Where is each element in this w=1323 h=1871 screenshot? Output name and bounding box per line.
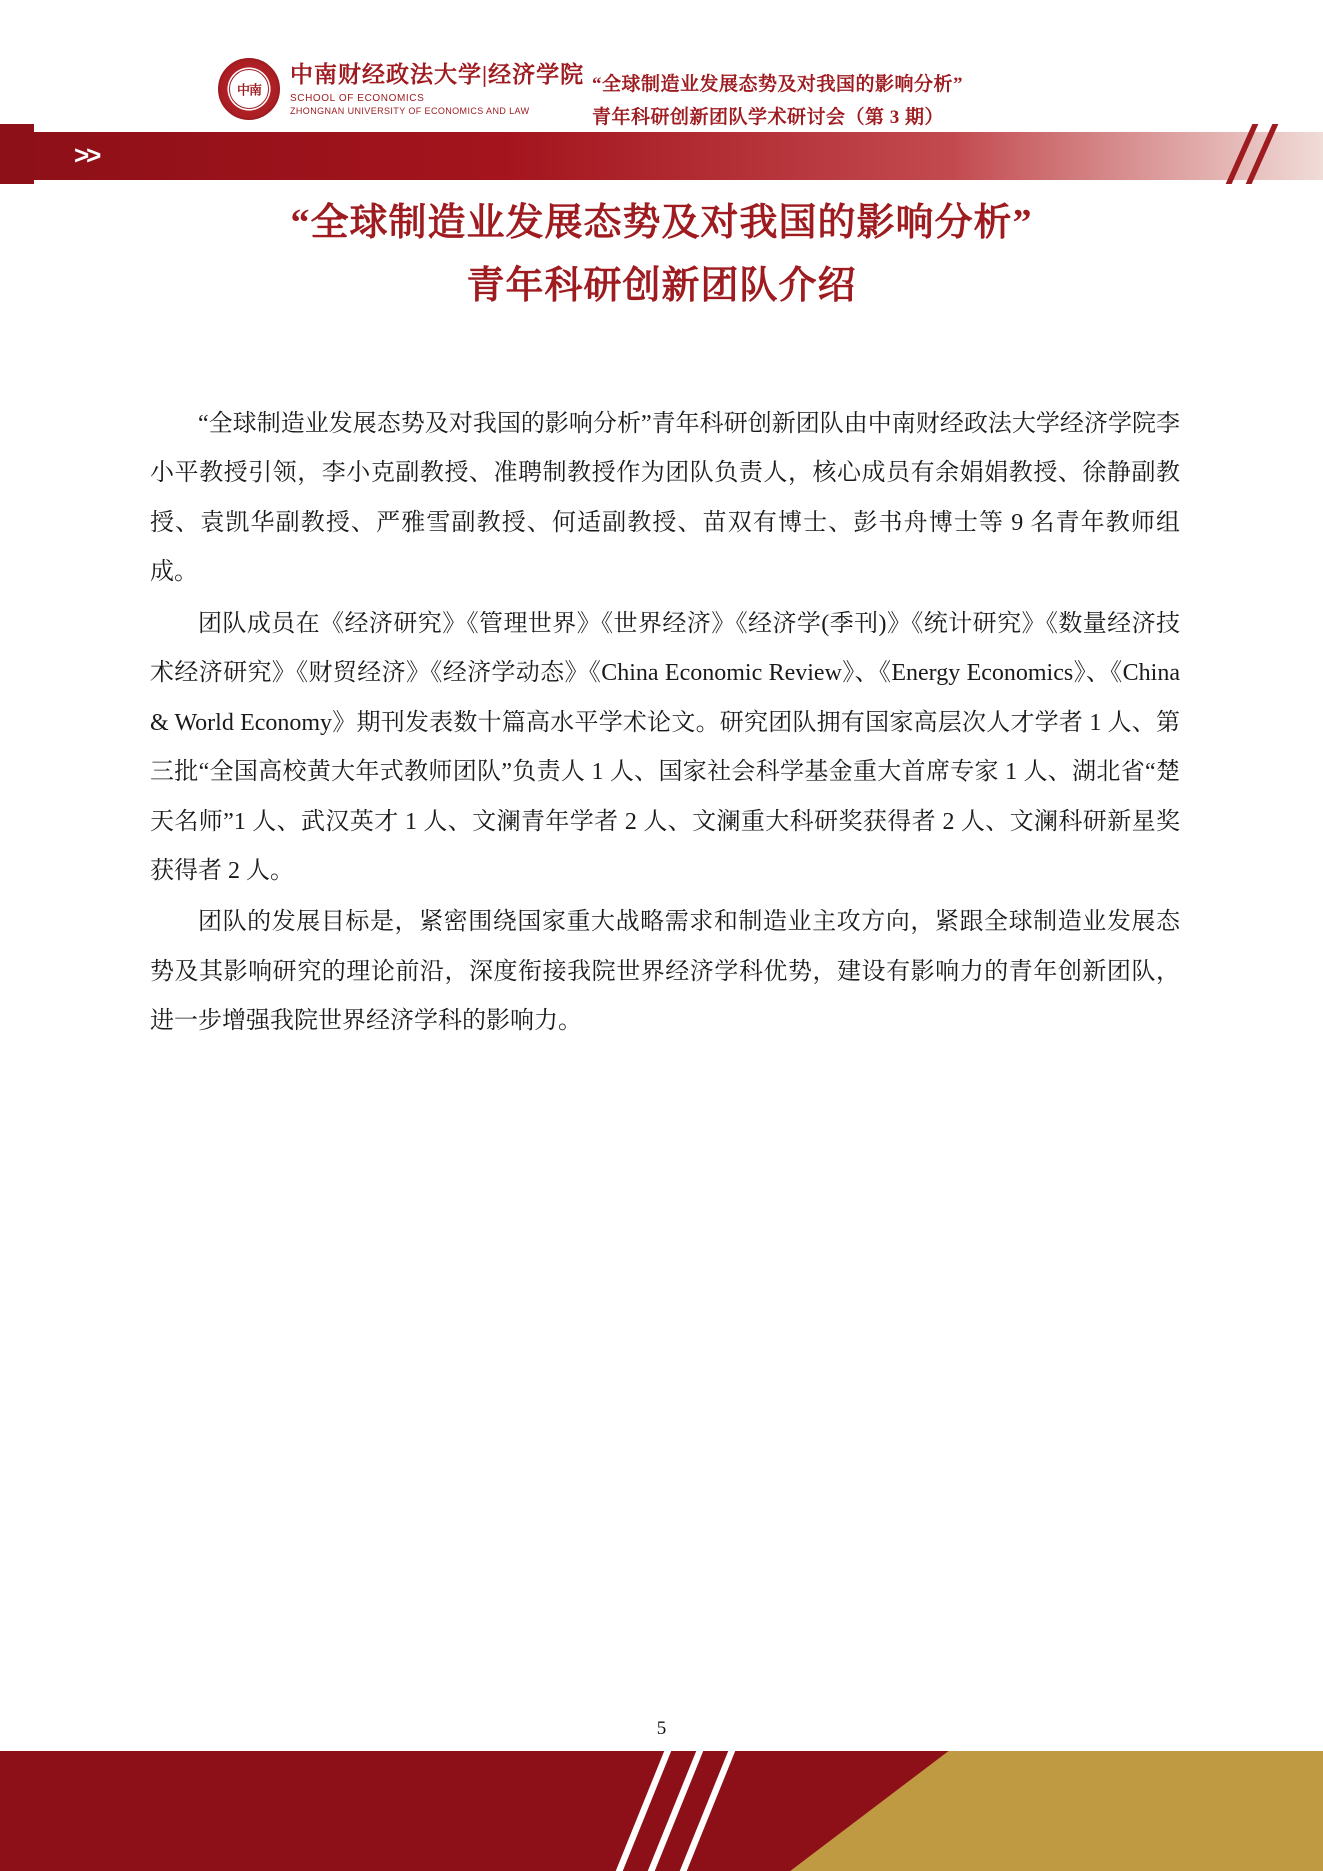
- university-logo: [218, 58, 584, 120]
- header-event-title: [592, 68, 963, 135]
- paragraph: “全球制造业发展态势及对我国的影响分析”青年科研创新团队由中南财经政法大学经济学院李小平教授引领，李小克副教授、准聘制教授作为团队负责人，核心成员有余娟娟教授、徐静副教授、袁凯华副教授、严雅雪副教授、何适副教授、苗双有博士、彭书舟博士等 9 名青年教师组成。: [150, 411, 1180, 586]
- header-left-bar: [0, 124, 34, 184]
- page-footer: [0, 1751, 1323, 1871]
- paragraph: 团队的发展目标是，紧密围绕国家重大战略需求和制造业主攻方向，紧跟全球制造业发展态势及其影响研究的理论前沿，深度衔接我院世界经济学科优势，建设有影响力的青年创新团队，进一步增强我院世界经济学科的影响力。: [150, 909, 1180, 1035]
- page-title-line2: 青年科研创新团队介绍: [466, 264, 857, 307]
- university-seal-icon: [218, 58, 280, 120]
- page-number: 5: [656, 1718, 667, 1739]
- header-event-title-line2: 青年科研创新团队学术研讨会（第 3 期）: [592, 107, 945, 129]
- chevron-right-icon: >>: [74, 140, 99, 170]
- header-event-title-line1: “全球制造业发展态势及对我国的影响分析”: [592, 74, 964, 95]
- seal-text: 中南: [236, 82, 262, 98]
- header-slash-decor: [1093, 124, 1323, 184]
- logo-chinese-name: 中南财经政法大学|经济学院: [290, 62, 585, 88]
- page-header: [0, 0, 1323, 200]
- logo-english-university: ZHONGNAN UNIVERSITY OF ECONOMICS AND LAW: [290, 105, 530, 116]
- document-body: [150, 400, 1180, 1049]
- paragraph: 团队成员在《经济研究》《管理世界》《世界经济》《经济学(季刊)》《统计研究》《数量经济技术经济研究》《财贸经济》《经济学动态》《China Economic Review》、《Energy Economics》、《China & World Economy》期刊发表数十篇高水平学术论文。研究团队拥有国家高层次人才学者 1 人、第三批“全国高校黄大年式教师团队”负责人 1 人、国家社会科学基金重大首席专家 1 人、湖北省“楚天名师”1 人、武汉英才 1 人、文澜青年学者 2 人、文澜重大科研奖获得者 2 人、文澜科研新星奖获得者 2 人。: [150, 610, 1180, 884]
- logo-english-school: SCHOOL OF ECONOMICS: [290, 92, 425, 104]
- page-title-line1: “全球制造业发展态势及对我国的影响分析”: [290, 202, 1033, 244]
- page-title: [0, 192, 1323, 317]
